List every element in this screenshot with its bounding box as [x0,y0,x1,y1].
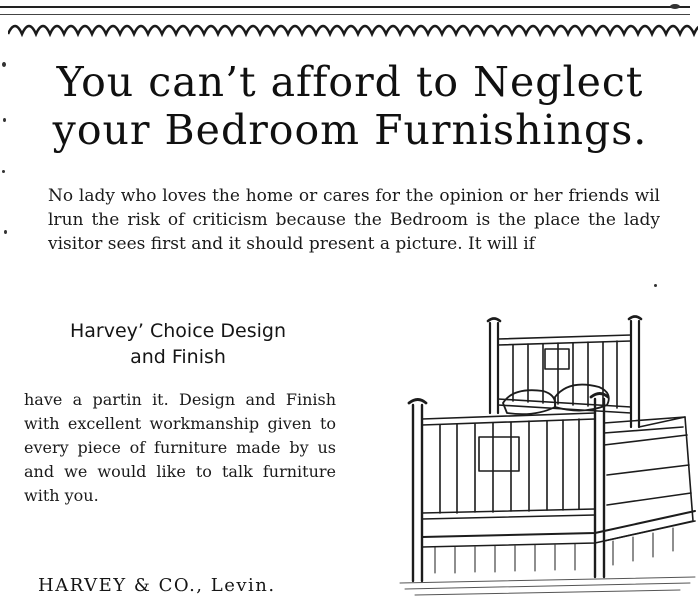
ink-speck [4,230,7,234]
intro-paragraph: No lady who loves the home or cares for the opinion or her friends wil lrun the risk of criticism because the Bedroom is the place the lady visitor sees first and it should present a picture. It will if [48,186,660,254]
ink-speck [3,118,6,122]
ink-speck [654,284,657,287]
brass-bed-illustration [395,315,700,599]
ink-speck [2,170,5,173]
headline-line-1: You can’t afford to Neglect [56,58,644,106]
wavy-border [8,14,698,42]
subheading [28,318,328,370]
subheading-line-2: and Finish [130,346,226,368]
subheading-line-1: Harvey’ Choice Design [70,320,286,342]
headline-line-2: your Bedroom Furnishings. [52,106,648,154]
ink-speck [670,4,680,9]
ink-speck [2,62,6,67]
headline [0,58,700,154]
body-paragraph: have a partin it. Design and Finish with excellent workmanship given to every piece of furniture made by us and we would like to talk furniture with you. [24,390,336,505]
advertiser-signature: HARVEY & CO., Levin. [38,575,276,596]
